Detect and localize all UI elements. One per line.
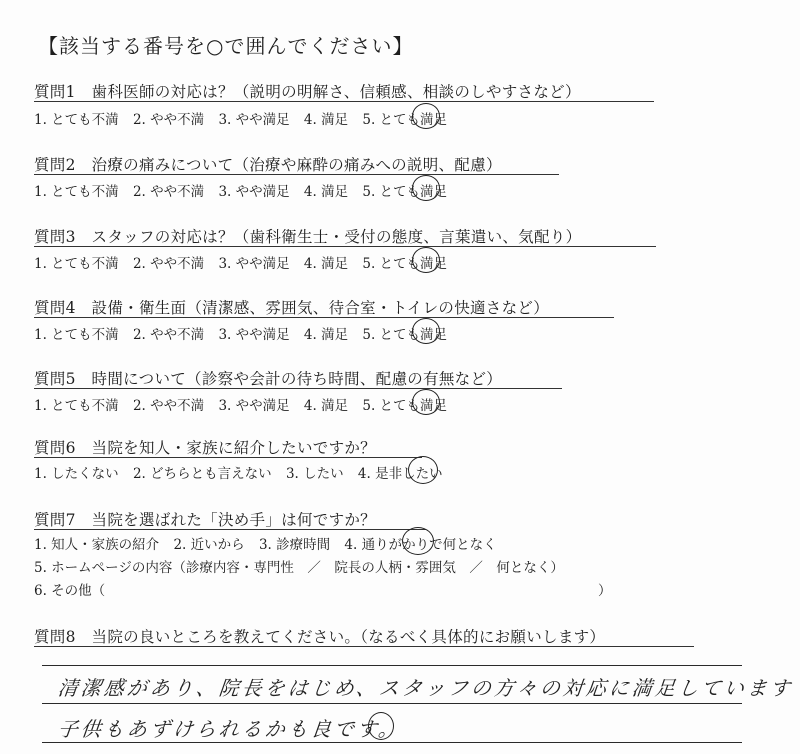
option-4[interactable]: 4. 満足 (303, 184, 349, 200)
option-5[interactable]: 5. とても満足 (362, 398, 448, 414)
option-2[interactable]: 2. やや不満 (132, 327, 205, 343)
option-5[interactable]: 5. とても満足 (362, 327, 448, 343)
selected-circle (412, 247, 440, 273)
question-1-options (34, 108, 457, 128)
selected-circle (412, 103, 440, 129)
option-1[interactable]: 1. とても不満 (34, 256, 119, 272)
question-7-options (34, 533, 507, 553)
question-7-option-5[interactable]: 5. ホームページの内容（診療内容・専門性 ／ 院長の人柄・雰囲気 ／ 何となく） (34, 560, 564, 576)
option-3[interactable]: 3. やや満足 (218, 184, 290, 200)
question-4-options (34, 323, 457, 343)
handwritten-circle (368, 712, 394, 740)
option-1[interactable]: 1. とても不満 (34, 184, 119, 200)
selected-circle (412, 389, 440, 415)
question-5-options (34, 394, 457, 414)
selected-circle (402, 527, 434, 555)
option-4[interactable]: 4. 通りがかりで何となく (344, 537, 497, 553)
option-2[interactable]: 2. 近いから (173, 537, 245, 553)
question-2-label: 質問2 治療の痛みについて（治療や麻酔の痛みへの説明、配慮） (34, 156, 502, 174)
question-6-underline (34, 457, 422, 458)
answer-rule-1 (42, 665, 742, 666)
option-3[interactable]: 3. やや満足 (218, 327, 290, 343)
option-1[interactable]: 1. 知人・家族の紹介 (34, 537, 160, 553)
option-2[interactable]: 2. やや不満 (132, 256, 205, 272)
option-5[interactable]: 5. とても満足 (362, 256, 448, 272)
question-8-label: 質問8 当院の良いところを教えてください。（なるべく具体的にお願いします） (34, 628, 606, 646)
question-8-underline (34, 646, 694, 647)
answer-rule-2 (42, 703, 742, 704)
question-7-underline (34, 529, 426, 530)
question-2-underline (34, 174, 559, 175)
question-7-option-6-close: ） (598, 583, 612, 599)
selected-circle (408, 456, 438, 484)
option-1[interactable]: 1. とても不満 (34, 327, 119, 343)
option-4[interactable]: 4. 満足 (303, 112, 349, 128)
option-3[interactable]: 3. したい (285, 466, 344, 482)
option-2[interactable]: 2. やや不満 (132, 184, 205, 200)
question-5-label: 質問5 時間について（診察や会計の待ち時間、配慮の有無など） (34, 370, 503, 388)
option-4[interactable]: 4. 満足 (303, 398, 349, 414)
option-5[interactable]: 5. とても満足 (362, 184, 448, 200)
option-3[interactable]: 3. やや満足 (218, 256, 290, 272)
option-3[interactable]: 3. やや満足 (218, 112, 290, 128)
question-2-options (34, 180, 457, 200)
option-2[interactable]: 2. やや不満 (132, 112, 205, 128)
option-1[interactable]: 1. とても不満 (34, 112, 119, 128)
question-3-options (34, 252, 457, 272)
question-1-underline (34, 101, 654, 102)
question-6-label: 質問6 当院を知人・家族に紹介したいですか？ (34, 439, 376, 457)
page-title: 【該当する番号を○で囲んでください】 (38, 34, 414, 58)
selected-circle (412, 318, 440, 344)
question-3-label: 質問3 スタッフの対応は？（歯科衛生士・受付の態度、言葉遣い、気配り） (34, 228, 582, 246)
answer-rule-3 (42, 742, 742, 743)
option-3[interactable]: 3. 診療時間 (258, 537, 331, 553)
question-1-label: 質問1 歯科医師の対応は？（説明の明解さ、信頼感、相談のしやすさなど） (34, 83, 581, 101)
handwritten-answer-line-2: 子供もあずけられるかも良です。 (56, 717, 403, 741)
question-5-underline (34, 388, 562, 389)
question-3-underline (34, 246, 656, 247)
option-4[interactable]: 4. 満足 (303, 327, 349, 343)
option-4[interactable]: 4. 是非したい (357, 466, 443, 482)
option-3[interactable]: 3. やや満足 (218, 398, 290, 414)
selected-circle (412, 175, 440, 201)
question-4-underline (34, 317, 614, 318)
option-1[interactable]: 1. とても不満 (34, 398, 119, 414)
option-2[interactable]: 2. どちらとも言えない (132, 466, 272, 482)
question-4-label: 質問4 設備・衛生面（清潔感、雰囲気、待合室・トイレの快適さなど） (34, 299, 549, 317)
question-7-option-6[interactable]: 6. その他（ (34, 583, 106, 599)
handwritten-answer-line-1: 清潔感があり、院長をはじめ、スタッフの方々の対応に満足しています (56, 676, 795, 700)
question-6-options (34, 462, 453, 482)
option-1[interactable]: 1. したくない (34, 466, 119, 482)
option-4[interactable]: 4. 満足 (303, 256, 349, 272)
option-2[interactable]: 2. やや不満 (132, 398, 205, 414)
question-7-label: 質問7 当院を選ばれた「決め手」は何ですか？ (34, 511, 376, 529)
option-5[interactable]: 5. とても満足 (362, 112, 448, 128)
